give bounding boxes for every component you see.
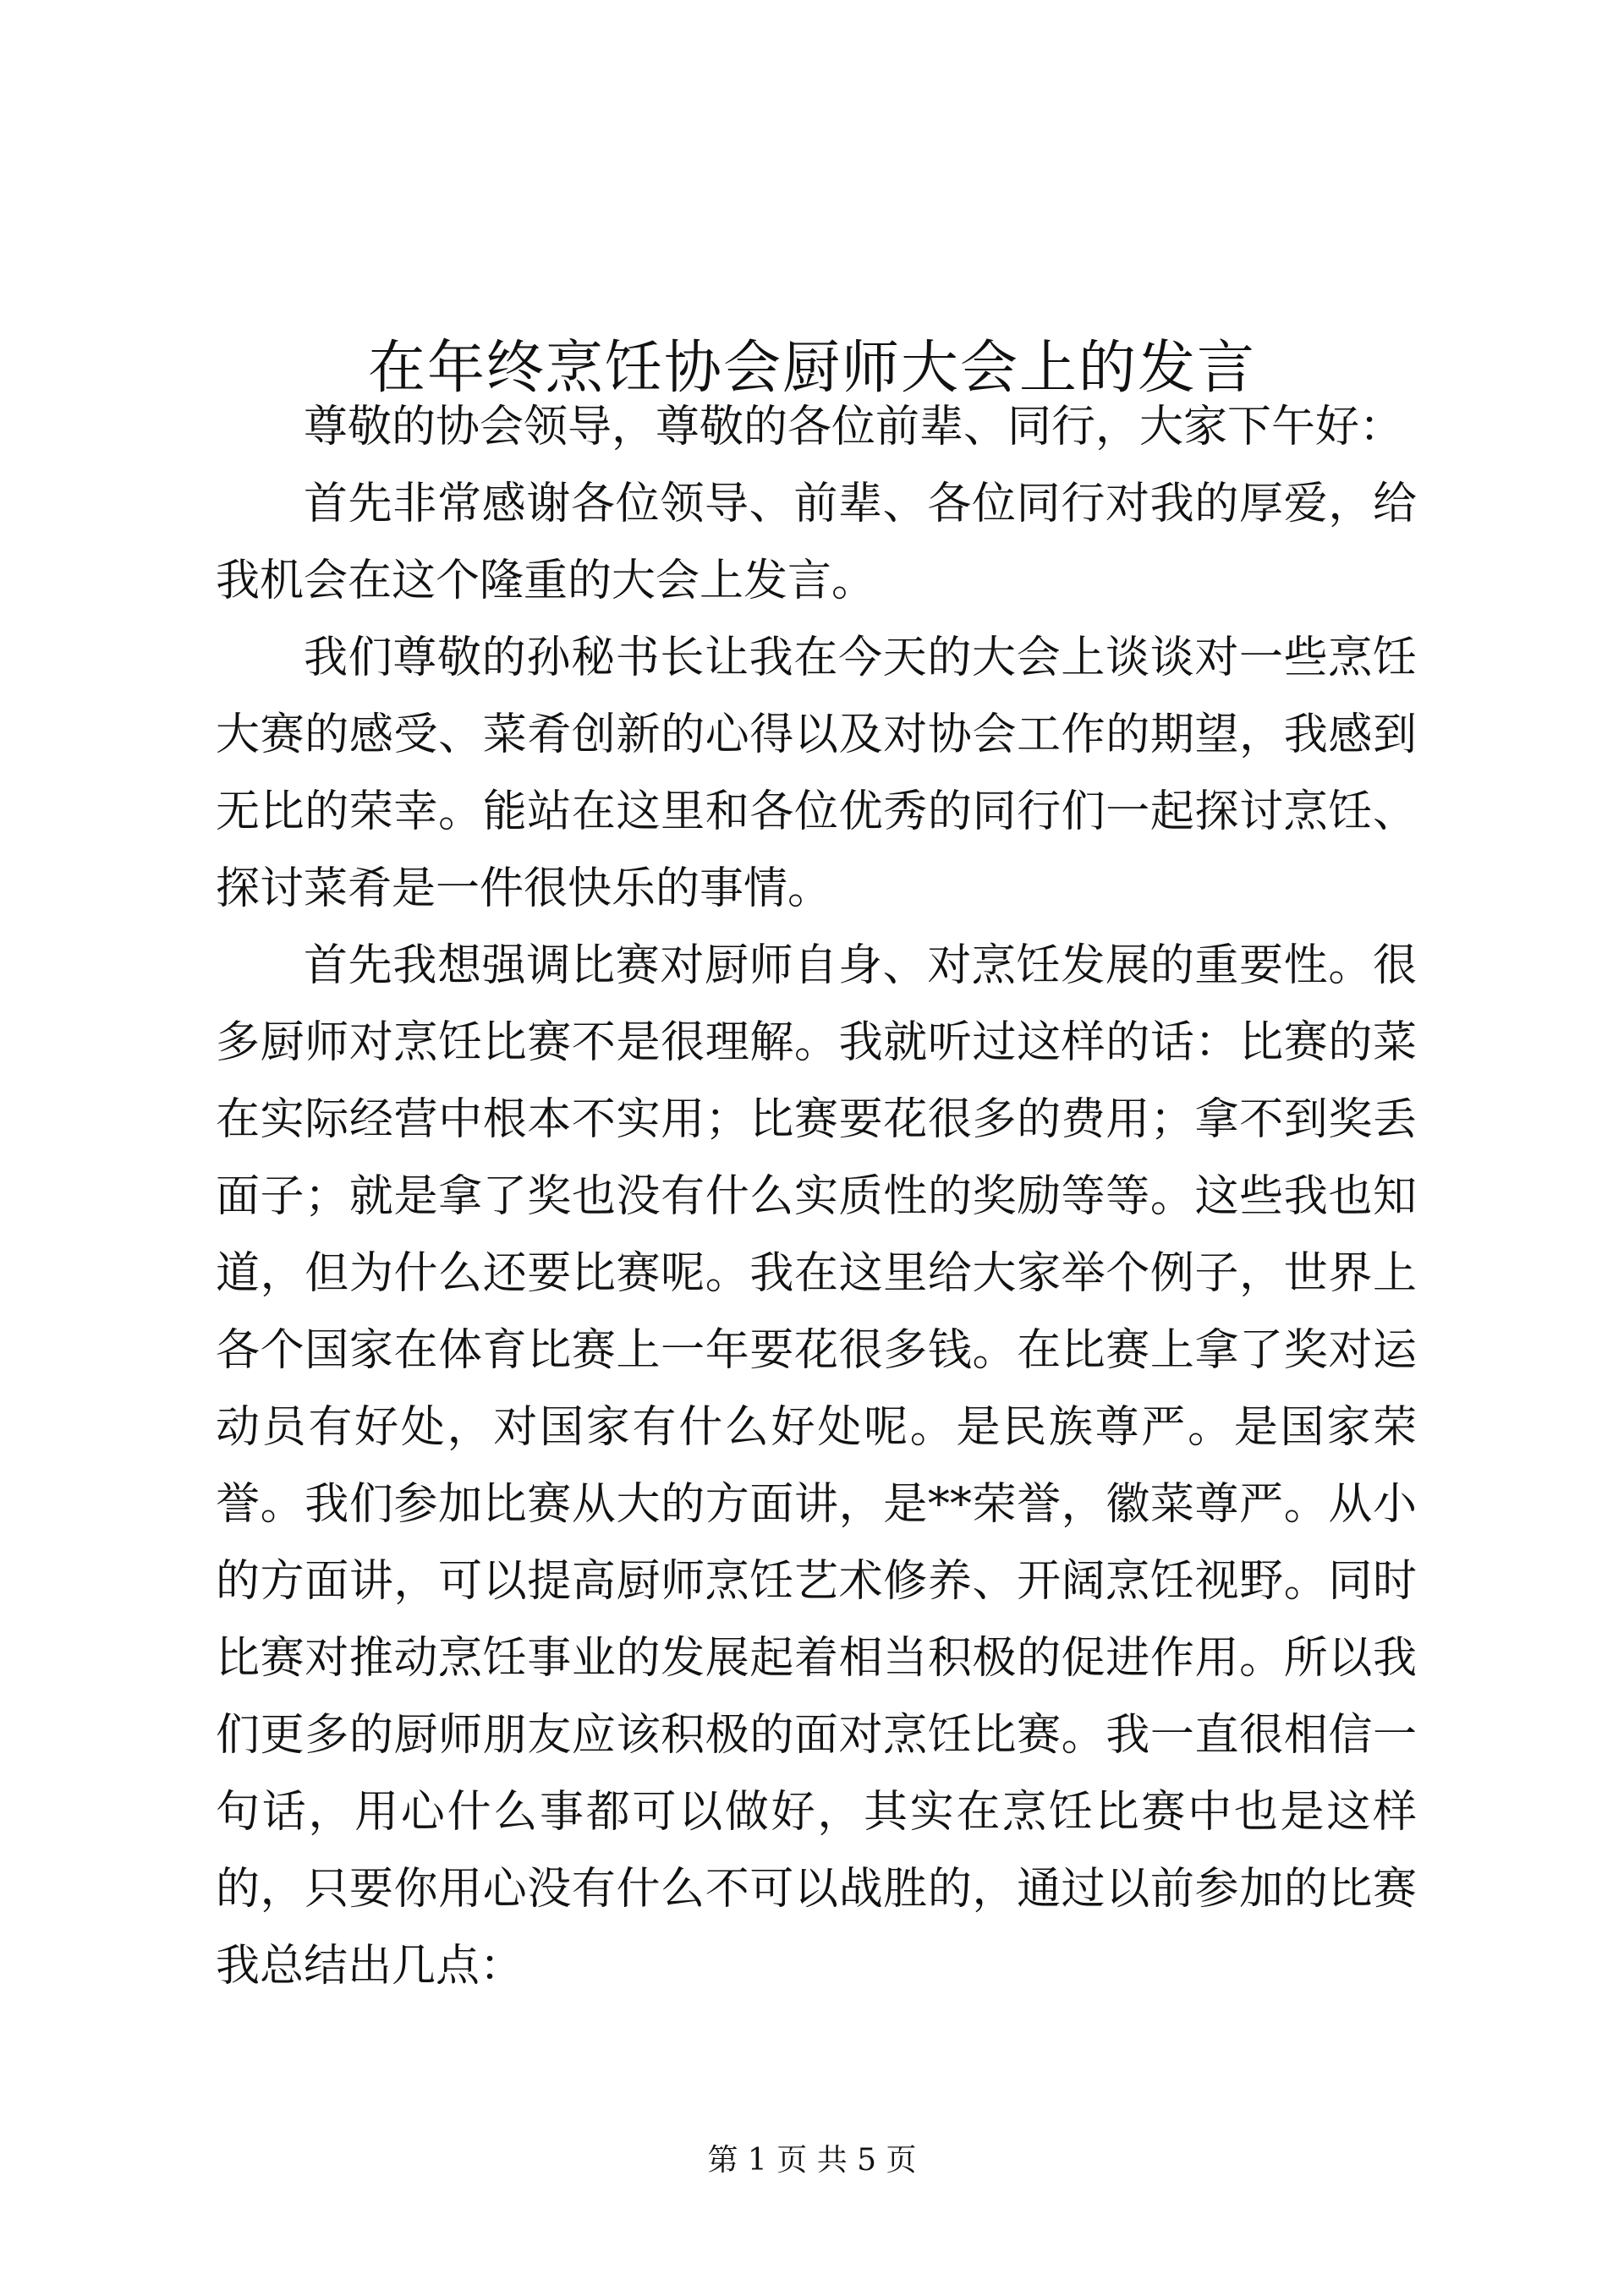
paragraph-greeting: 尊敬的协会领导，尊敬的各位前辈、同行，大家下午好： [304,402,1404,452]
paragraph-topic: 我们尊敬的孙秘书长让我在今天的大会上谈谈对一些烹饪大赛的感受、菜肴创新的心得以及对协会工作的期望，我感到无比的荣幸。能站在这里和各位优秀的同行们一起探讨烹饪、探讨菜肴是一件很快乐的事情。 [216,633,1417,914]
document-title: 在年终烹饪协会厨师大会上的发言 [367,334,1256,402]
page-footer: 第 1 页 共 5 页 [707,2143,917,2178]
paragraph-thanks: 首先非常感谢各位领导、前辈、各位同行对我的厚爱，给我机会在这个隆重的大会上发言。 [216,479,1417,606]
paragraph-competition: 首先我想强调比赛对厨师自身、对烹饪发展的重要性。很多厨师对烹饪比赛不是很理解。我就听过这样的话：比赛的菜在实际经营中根本不实用；比赛要花很多的费用；拿不到奖丢面子；就是拿了奖也没有什么实质性的奖励等等。这些我也知道，但为什么还要比赛呢。我在这里给大家举个例子，世界上各个国家在体育比赛上一年要花很多钱。在比赛上拿了奖对运动员有好处，对国家有什么好处呢。是民族尊严。是国家荣誉。我们参加比赛从大的方面讲，是**荣誉，徽菜尊严。从小的方面讲，可以提高厨师烹饪艺术修养、开阔烹饪视野。同时比赛对推动烹饪事业的发展起着相当积极的促进作用。所以我们更多的厨师朋友应该积极的面对烹饪比赛。我一直很相信一句话，用心什么事都可以做好，其实在烹饪比赛中也是这样的，只要你用心没有什么不可以战胜的，通过以前参加的比赛我总结出几点： [216,940,1417,1992]
document-body [216,389,1417,2005]
